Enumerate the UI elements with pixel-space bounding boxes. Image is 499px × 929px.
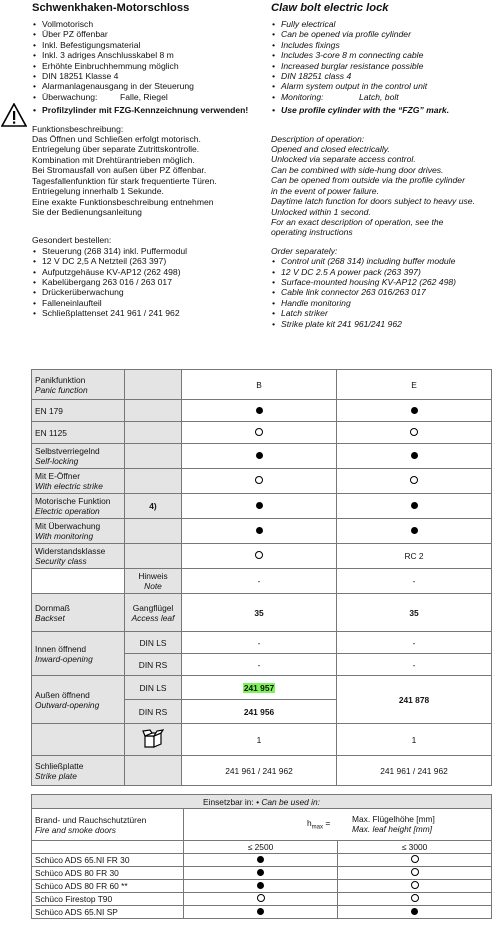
german-order-heading: Gesondert bestellen: (32, 235, 112, 246)
height-header (184, 809, 492, 841)
text-line: Kombination mit Drehtürantrieben möglich. (32, 154, 195, 165)
label-en: Backset (35, 612, 65, 623)
system-name: Schüco ADS 65.NI FR 30 (32, 854, 184, 867)
text-line: Entriegelung über separate Zutrittskontrolle. (32, 144, 200, 155)
monitoring-label: Monitoring: (281, 91, 324, 102)
fire-doors-label (32, 809, 184, 841)
filled-dot-icon (184, 854, 338, 867)
list-item: • 12 V DC 2.5 A power pack (263 397) (271, 267, 497, 277)
label-en: Fire and smoke doors (35, 824, 116, 835)
empty-cell (125, 444, 182, 469)
label-en: Outward-opening (35, 699, 100, 710)
text-line: Daytime latch function for doors subject to heavy use. (271, 196, 475, 207)
german-function-heading: Funktionsbeschreibung: (32, 123, 124, 134)
table-row (32, 676, 492, 700)
open-circle-icon (338, 867, 492, 880)
open-circle-icon (184, 893, 338, 906)
text-line: Can be opened from outside via the profile cylinder (271, 175, 465, 186)
label-en: Panic function (35, 384, 88, 395)
text-line: Bei Stromausfall von außen über PZ öffenbar. (32, 165, 207, 176)
label-de: Hinweis (138, 571, 168, 581)
english-order-list (271, 256, 497, 329)
table-row (32, 594, 492, 632)
table-row (32, 519, 492, 544)
table-row (32, 569, 492, 594)
empty-cell (32, 724, 125, 756)
table-row (32, 854, 492, 867)
list-item: • Surface-mounted housing KV-AP12 (262 498) (271, 277, 497, 287)
label-en: Max. leaf height [mm] (352, 824, 433, 834)
label-en: With monitoring (35, 531, 94, 541)
warning-text: • Profilzylinder mit FZG-Kennzeichnung verwenden! (32, 105, 254, 115)
filled-dot-icon (184, 880, 338, 893)
german-order-list (32, 246, 254, 319)
empty-cell (125, 469, 182, 494)
list-item: • Alarm system output in the control unit (271, 81, 497, 91)
label-de: Mit Überwachung (35, 521, 101, 531)
empty-cell (32, 841, 184, 854)
note-value-b: - (182, 569, 337, 594)
filled-dot-icon (337, 444, 492, 469)
note-value-e: - (337, 569, 492, 594)
open-circle-icon (338, 893, 492, 906)
filled-dot-icon (338, 906, 492, 919)
inward-opening-label (32, 632, 125, 676)
system-name: Schüco ADS 80 FR 30 (32, 867, 184, 880)
usage-table (31, 794, 492, 919)
table-row (32, 906, 492, 919)
list-item: • Increased burglar resistance possible (271, 61, 497, 71)
list-item: • Über PZ öffenbar (32, 29, 254, 39)
text-line: Das Öffnen und Schließen erfolgt motorisch. (32, 134, 201, 145)
open-circle-icon (337, 422, 492, 444)
label-en: Security class (35, 556, 87, 566)
list-item: • Schließplattenset 241 961 / 241 962 (32, 308, 254, 318)
security-class-value: RC 2 (337, 544, 492, 569)
package-quantity-cell (125, 724, 182, 756)
outward-ls-b (182, 676, 337, 700)
list-item: • Cable link connector 263 016/263 017 (271, 287, 497, 297)
specification-table (31, 369, 492, 786)
list-item: • Inkl. 3 adriges Anschlusskabel 8 m (32, 50, 254, 60)
english-title: Claw bolt electric lock (271, 2, 389, 14)
en179-label: EN 179 (32, 400, 125, 422)
panic-label (32, 370, 125, 400)
english-function-description (271, 144, 497, 238)
monitoring-label: Überwachung: (42, 91, 98, 102)
inward-rs-b: - (182, 654, 337, 676)
warning-triangle-icon (1, 103, 27, 127)
package-box-icon (142, 729, 164, 749)
list-item: • Includes fixings (271, 40, 497, 50)
list-item: • Aufputzgehäuse KV-AP12 (262 498) (32, 267, 254, 277)
table-row (32, 724, 492, 756)
note-label (125, 569, 182, 594)
label-de: Einsetzbar in: (203, 796, 254, 807)
system-name: Schüco Firestop T90 (32, 893, 184, 906)
quantity-b: 1 (182, 724, 337, 756)
strike-plate-b: 241 961 / 241 962 (182, 756, 337, 786)
text-line: For an exact description of operation, see the (271, 216, 444, 227)
list-item: • Falleneinlaufteil (32, 298, 254, 308)
list-item: • DIN 18251 class 4 (271, 71, 497, 81)
empty-cell (125, 370, 182, 400)
monitoring-label (32, 519, 125, 544)
inward-ls-b: - (182, 632, 337, 654)
table-row (32, 632, 492, 654)
english-feature-list (271, 19, 497, 102)
monitoring-value: Latch, bolt (359, 91, 399, 102)
german-feature-list (32, 19, 254, 102)
empty-cell (125, 544, 182, 569)
text-line: Sie der Bedienungsanleitung (32, 206, 142, 217)
label-de: Dornmaß (35, 602, 70, 613)
list-item: • Fully electrical (271, 19, 497, 29)
table-row (32, 795, 492, 809)
table-row (32, 893, 492, 906)
filled-dot-icon (182, 400, 337, 422)
label-equals: = (325, 818, 331, 828)
table-row (32, 841, 492, 854)
system-name: Schüco ADS 80 FR 60 ** (32, 880, 184, 893)
outward-value-e: 241 878 (337, 676, 492, 724)
quantity-e: 1 (337, 724, 492, 756)
electric-strike-label (32, 469, 125, 494)
table-row (32, 880, 492, 893)
empty-cell (32, 569, 125, 594)
label-en: Inward-opening (35, 653, 93, 664)
table-row (32, 400, 492, 422)
open-circle-icon (338, 880, 492, 893)
table-row (32, 756, 492, 786)
label-de: Gangflügel (132, 602, 174, 613)
open-circle-icon (182, 469, 337, 494)
hmax-label (307, 818, 330, 833)
label-de: Außen öffnend (35, 689, 90, 700)
self-locking-label (32, 444, 125, 469)
filled-dot-icon (182, 444, 337, 469)
filled-dot-icon (182, 494, 337, 519)
warning-list (32, 105, 254, 115)
label-de: Max. Flügelhöhe [mm] (352, 814, 435, 824)
empty-cell (125, 756, 182, 786)
column-header-b: B (182, 370, 337, 400)
label-en: Note (144, 581, 162, 591)
backset-label (32, 594, 125, 632)
table-row (32, 867, 492, 880)
label-en: Strike plate (35, 770, 77, 781)
empty-cell (125, 519, 182, 544)
open-circle-icon (182, 544, 337, 569)
list-item: • Includes 3-core 8 m connecting cable (271, 50, 497, 60)
inward-rs-e: - (337, 654, 492, 676)
warning-row (32, 105, 254, 115)
din-rs-label: DIN RS (125, 700, 182, 724)
label-de: Widerstandsklasse (35, 546, 106, 556)
text-line: Entriegelung innerhalb 1 Sekunde. (32, 186, 164, 197)
column-header-e: E (337, 370, 492, 400)
list-item: • Handle monitoring (271, 298, 497, 308)
list-item: • Vollmotorisch (32, 19, 254, 29)
label-en: Electric operation (35, 506, 100, 516)
label-subscript: max (311, 824, 324, 831)
backset-value-b: 35 (182, 594, 337, 632)
warning-text: • Use profile cylinder with the “FZG” mark. (271, 105, 497, 115)
list-item: • Strike plate kit 241 961/241 962 (271, 319, 497, 329)
table-row (32, 544, 492, 569)
list-item: • Can be opened via profile cylinder (271, 29, 497, 39)
monitoring-value: Falle, Riegel (120, 91, 168, 102)
text-line: in the event of power failure. (271, 185, 379, 196)
english-function-heading: Description of operation: (271, 133, 365, 144)
filled-dot-icon (184, 867, 338, 880)
en1125-label: EN 1125 (32, 422, 125, 444)
english-column (271, 2, 497, 329)
empty-cell (125, 422, 182, 444)
german-column (32, 2, 254, 319)
height-col-1: ≤ 2500 (184, 841, 338, 854)
system-name: Schüco ADS 65.NI SP (32, 906, 184, 919)
list-item: • DIN 18251 Klasse 4 (32, 71, 254, 81)
label-de: Panikfunktion (35, 374, 86, 385)
din-ls-label: DIN LS (125, 676, 182, 700)
table-row (32, 494, 492, 519)
height-col-2: ≤ 3000 (338, 841, 492, 854)
open-circle-icon (337, 469, 492, 494)
strike-plate-e: 241 961 / 241 962 (337, 756, 492, 786)
text-line: operating instructions (271, 227, 353, 238)
list-item: • Latch striker (271, 308, 497, 318)
table-row (32, 444, 492, 469)
open-circle-icon (338, 854, 492, 867)
text-line: Unlocked via separate access control. (271, 154, 416, 165)
strike-plate-label (32, 756, 125, 786)
max-height-label (352, 814, 435, 834)
inward-ls-e: - (337, 632, 492, 654)
label-de: Motorische Funktion (35, 496, 111, 506)
filled-dot-icon (337, 519, 492, 544)
english-warning-list (271, 105, 497, 115)
table-row (32, 809, 492, 841)
list-item: • 12 V DC 2,5 A Netzteil (263 397) (32, 256, 254, 266)
list-item: • Alarmanlagenausgang in der Steuerung (32, 81, 254, 91)
label-de: Mit E-Öffner (35, 471, 80, 481)
table-row (32, 422, 492, 444)
outward-rs-b: 241 956 (182, 700, 337, 724)
label-en: • Can be used in: (256, 796, 321, 807)
list-item: • Inkl. Befestigungsmaterial (32, 40, 254, 50)
table-row (32, 370, 492, 400)
open-circle-icon (182, 422, 337, 444)
label-de: Innen öffnend (35, 643, 87, 654)
label-de: Selbstverriegelnd (35, 446, 100, 456)
list-item (32, 92, 254, 102)
text-line: Tagesfallenfunktion für stark frequentierte Türen. (32, 175, 217, 186)
list-item (271, 92, 497, 102)
german-title: Schwenkhaken-Motorschloss (32, 2, 190, 14)
german-function-description (32, 134, 254, 217)
label-de: Schließplatte (35, 760, 84, 771)
table-row (32, 469, 492, 494)
security-class-label (32, 544, 125, 569)
filled-dot-icon (184, 906, 338, 919)
list-item: • Erhöhte Einbruchhemmung möglich (32, 61, 254, 71)
highlighted-part-number: 241 957 (243, 682, 275, 693)
electric-operation-label (32, 494, 125, 519)
din-rs-label: DIN RS (125, 654, 182, 676)
din-ls-label: DIN LS (125, 632, 182, 654)
label-symbol: h (307, 818, 312, 828)
text-line: Eine exakte Funktionsbeschreibung entnehmen (32, 196, 214, 207)
usage-header (32, 795, 492, 809)
empty-cell (125, 400, 182, 422)
text-line: Can be combined with side-hung door drives. (271, 164, 444, 175)
access-leaf-label (125, 594, 182, 632)
label-en: With electric strike (35, 481, 103, 491)
text-line: Opened and closed electrically. (271, 144, 390, 155)
label-en: Self-locking (35, 456, 79, 466)
backset-value-e: 35 (337, 594, 492, 632)
filled-dot-icon (182, 519, 337, 544)
outward-opening-label (32, 676, 125, 724)
text-line: Unlocked within 1 second. (271, 206, 371, 217)
filled-dot-icon (337, 400, 492, 422)
list-item: • Steuerung (268 314) inkl. Puffermodul (32, 246, 254, 256)
list-item: • Drückerüberwachung (32, 287, 254, 297)
filled-dot-icon (337, 494, 492, 519)
english-order-heading: Order separately: (271, 245, 338, 256)
list-item: • Kabelübergang 263 016 / 263 017 (32, 277, 254, 287)
list-item: • Control unit (268 314) including buffer module (271, 256, 497, 266)
footnote-ref: 4) (125, 494, 182, 519)
label-de: Brand- und Rauchschutztüren (35, 814, 147, 825)
label-en: Access leaf (131, 612, 175, 623)
